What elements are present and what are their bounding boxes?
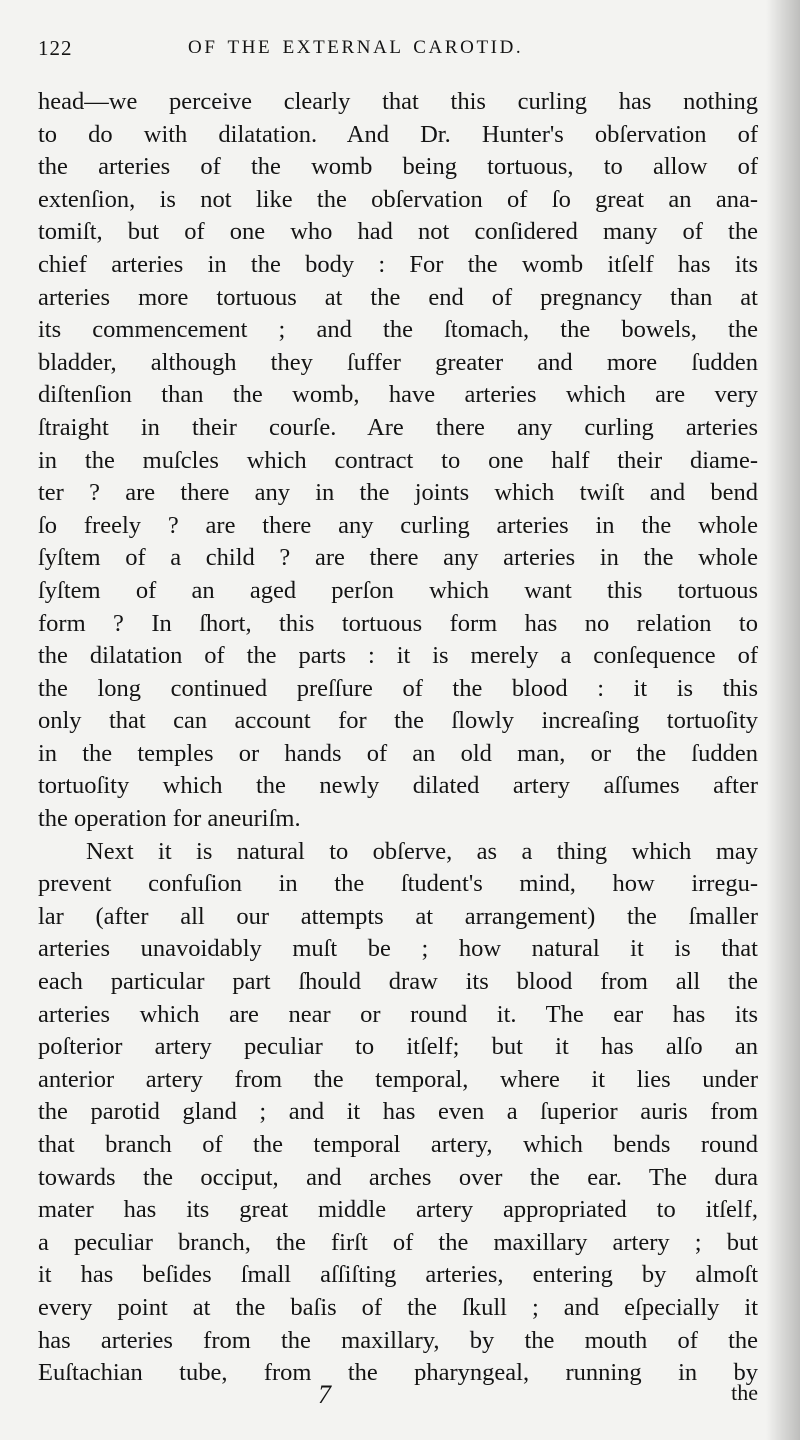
text-line: extenſion, is not like the obſervation of ſo great an ana- [38, 185, 758, 213]
page-number: 122 [38, 36, 73, 60]
text-line: anterior artery from the temporal, where it lies under [38, 1065, 758, 1093]
text-line: bladder, although they ſuffer greater and more ſudden [38, 348, 758, 376]
text-line: mater has its great middle artery appropriated to itſelf, [38, 1196, 758, 1224]
text-line: ter ? are there any in the joints which twiſt and bend [38, 479, 758, 507]
text-line: chief arteries in the body : For the womb itſelf has its [38, 250, 758, 278]
text-line: each particular part ſhould draw its blood from all the [38, 968, 758, 996]
text-line: ſo freely ? are there any curling arteries in the whole [38, 511, 758, 539]
text-line: ſtraight in their courſe. Are there any curling arteries [38, 413, 758, 441]
text-line: every point at the baſis of the ſkull ; and eſpecially it [38, 1293, 758, 1321]
text-line-first: Next it is natural to obſerve, as a thing which may [86, 837, 758, 865]
text-line: arteries which are near or round it. The ear has its [38, 1000, 758, 1028]
text-line: poſterior artery peculiar to itſelf; but it has alſo an [38, 1033, 758, 1061]
text-line: in the muſcles which contract to one half their diame- [38, 446, 758, 474]
text-line: lar (after all our attempts at arrangement) the ſmaller [38, 902, 758, 930]
text-line: head—we perceive clearly that this curling has nothing [38, 88, 758, 115]
text-line: has arteries from the maxillary, by the mouth of the [38, 1326, 758, 1354]
text-line: in the temples or hands of an old man, or the ſudden [38, 739, 758, 767]
text-line: ſyſtem of a child ? are there any arteries in the whole [38, 544, 758, 572]
text-line: arteries unavoidably muſt be ; how natural it is that [38, 935, 758, 963]
text-line: its commencement ; and the ſtomach, the bowels, the [38, 316, 758, 344]
text-line: a peculiar branch, the firſt of the maxillary artery ; but [38, 1228, 758, 1256]
page-gutter-shadow [766, 0, 800, 1440]
page-header [38, 36, 738, 60]
paragraph-1 [38, 86, 758, 836]
body-text [38, 86, 758, 1390]
text-line: diſtenſion than the womb, have arteries which are very [38, 381, 758, 409]
text-line-last: the operation for aneuriſm. [38, 805, 301, 833]
text-line: the arteries of the womb being tortuous, to allow of [38, 153, 758, 181]
text-line: it has beſides ſmall aſſiſting arteries, entering by almoſt [38, 1261, 758, 1289]
text-line: that branch of the temporal artery, which bends round [38, 1131, 758, 1158]
text-line: form ? In ſhort, this tortuous form has no relation to [38, 609, 758, 637]
text-line: Euſtachian tube, from the pharyngeal, running in by [38, 1359, 758, 1387]
text-line: tortuoſity which the newly dilated artery aſſumes after [38, 772, 758, 800]
text-line: only that can account for the ſlowly increaſing tortuoſity [38, 707, 758, 735]
text-line: the long continued preſſure of the blood : it is this [38, 674, 758, 702]
text-line: prevent confuſion in the ſtudent's mind, how irregu- [38, 870, 758, 898]
text-line: the parotid gland ; and it has even a ſuperior auris from [38, 1098, 758, 1126]
page-footer [38, 1380, 758, 1420]
catchword: the [731, 1380, 758, 1405]
text-line: to do with dilatation. And Dr. Hunter's obſervation of [38, 120, 758, 148]
text-line: tomiſt, but of one who had not conſidered many of the [38, 218, 758, 246]
text-line: the dilatation of the parts : it is merely a conſequence of [38, 642, 758, 670]
text-line: towards the occiput, and arches over the ear. The dura [38, 1163, 758, 1191]
signature-mark: 7 [318, 1380, 331, 1409]
paragraph-2 [38, 836, 758, 1390]
text-line: ſyſtem of an aged perſon which want this tortuous [38, 576, 758, 604]
running-head: OF THE EXTERNAL CAROTID. [188, 37, 524, 58]
text-line: arteries more tortuous at the end of pregnancy than at [38, 283, 758, 311]
